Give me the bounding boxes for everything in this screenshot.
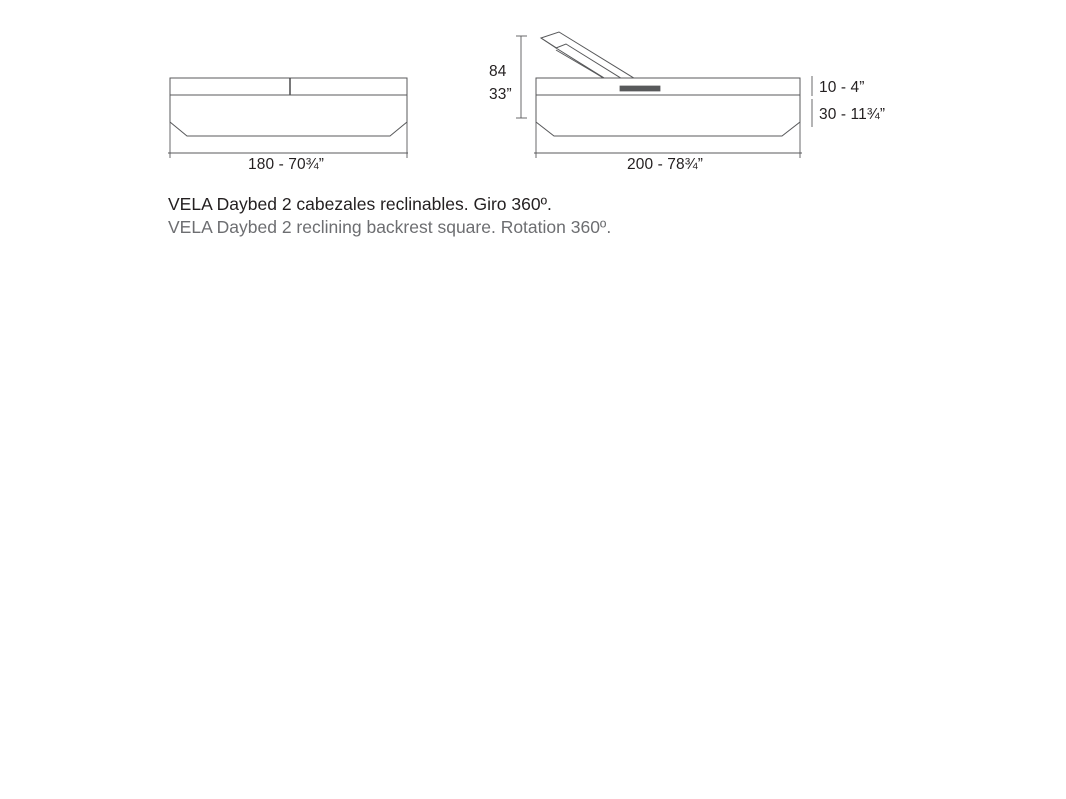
- caption-english: VELA Daybed 2 reclining backrest square. Rotation 360º.: [168, 217, 612, 237]
- caption-block: [168, 193, 788, 238]
- side-elevation-group: [516, 32, 812, 158]
- side-mattress-layer: [536, 78, 800, 95]
- overall-height-label-cm: 84: [489, 63, 507, 80]
- overall-height-label-inches: 33”: [489, 86, 512, 103]
- front-base-body: [170, 95, 407, 136]
- front-top-face: [170, 78, 407, 95]
- front-elevation-group: [168, 78, 408, 158]
- base-height-label: 30 - 11¾”: [819, 106, 886, 123]
- side-length-label: 200 - 78¾”: [627, 156, 703, 173]
- front-width-label: 180 - 70¾”: [248, 156, 324, 173]
- backrest-recess-slot: [620, 86, 660, 91]
- mattress-thickness-label: 10 - 4”: [819, 79, 865, 96]
- caption-spanish: VELA Daybed 2 cabezales reclinables. Giro 360º.: [168, 194, 552, 214]
- side-base-body: [536, 95, 800, 136]
